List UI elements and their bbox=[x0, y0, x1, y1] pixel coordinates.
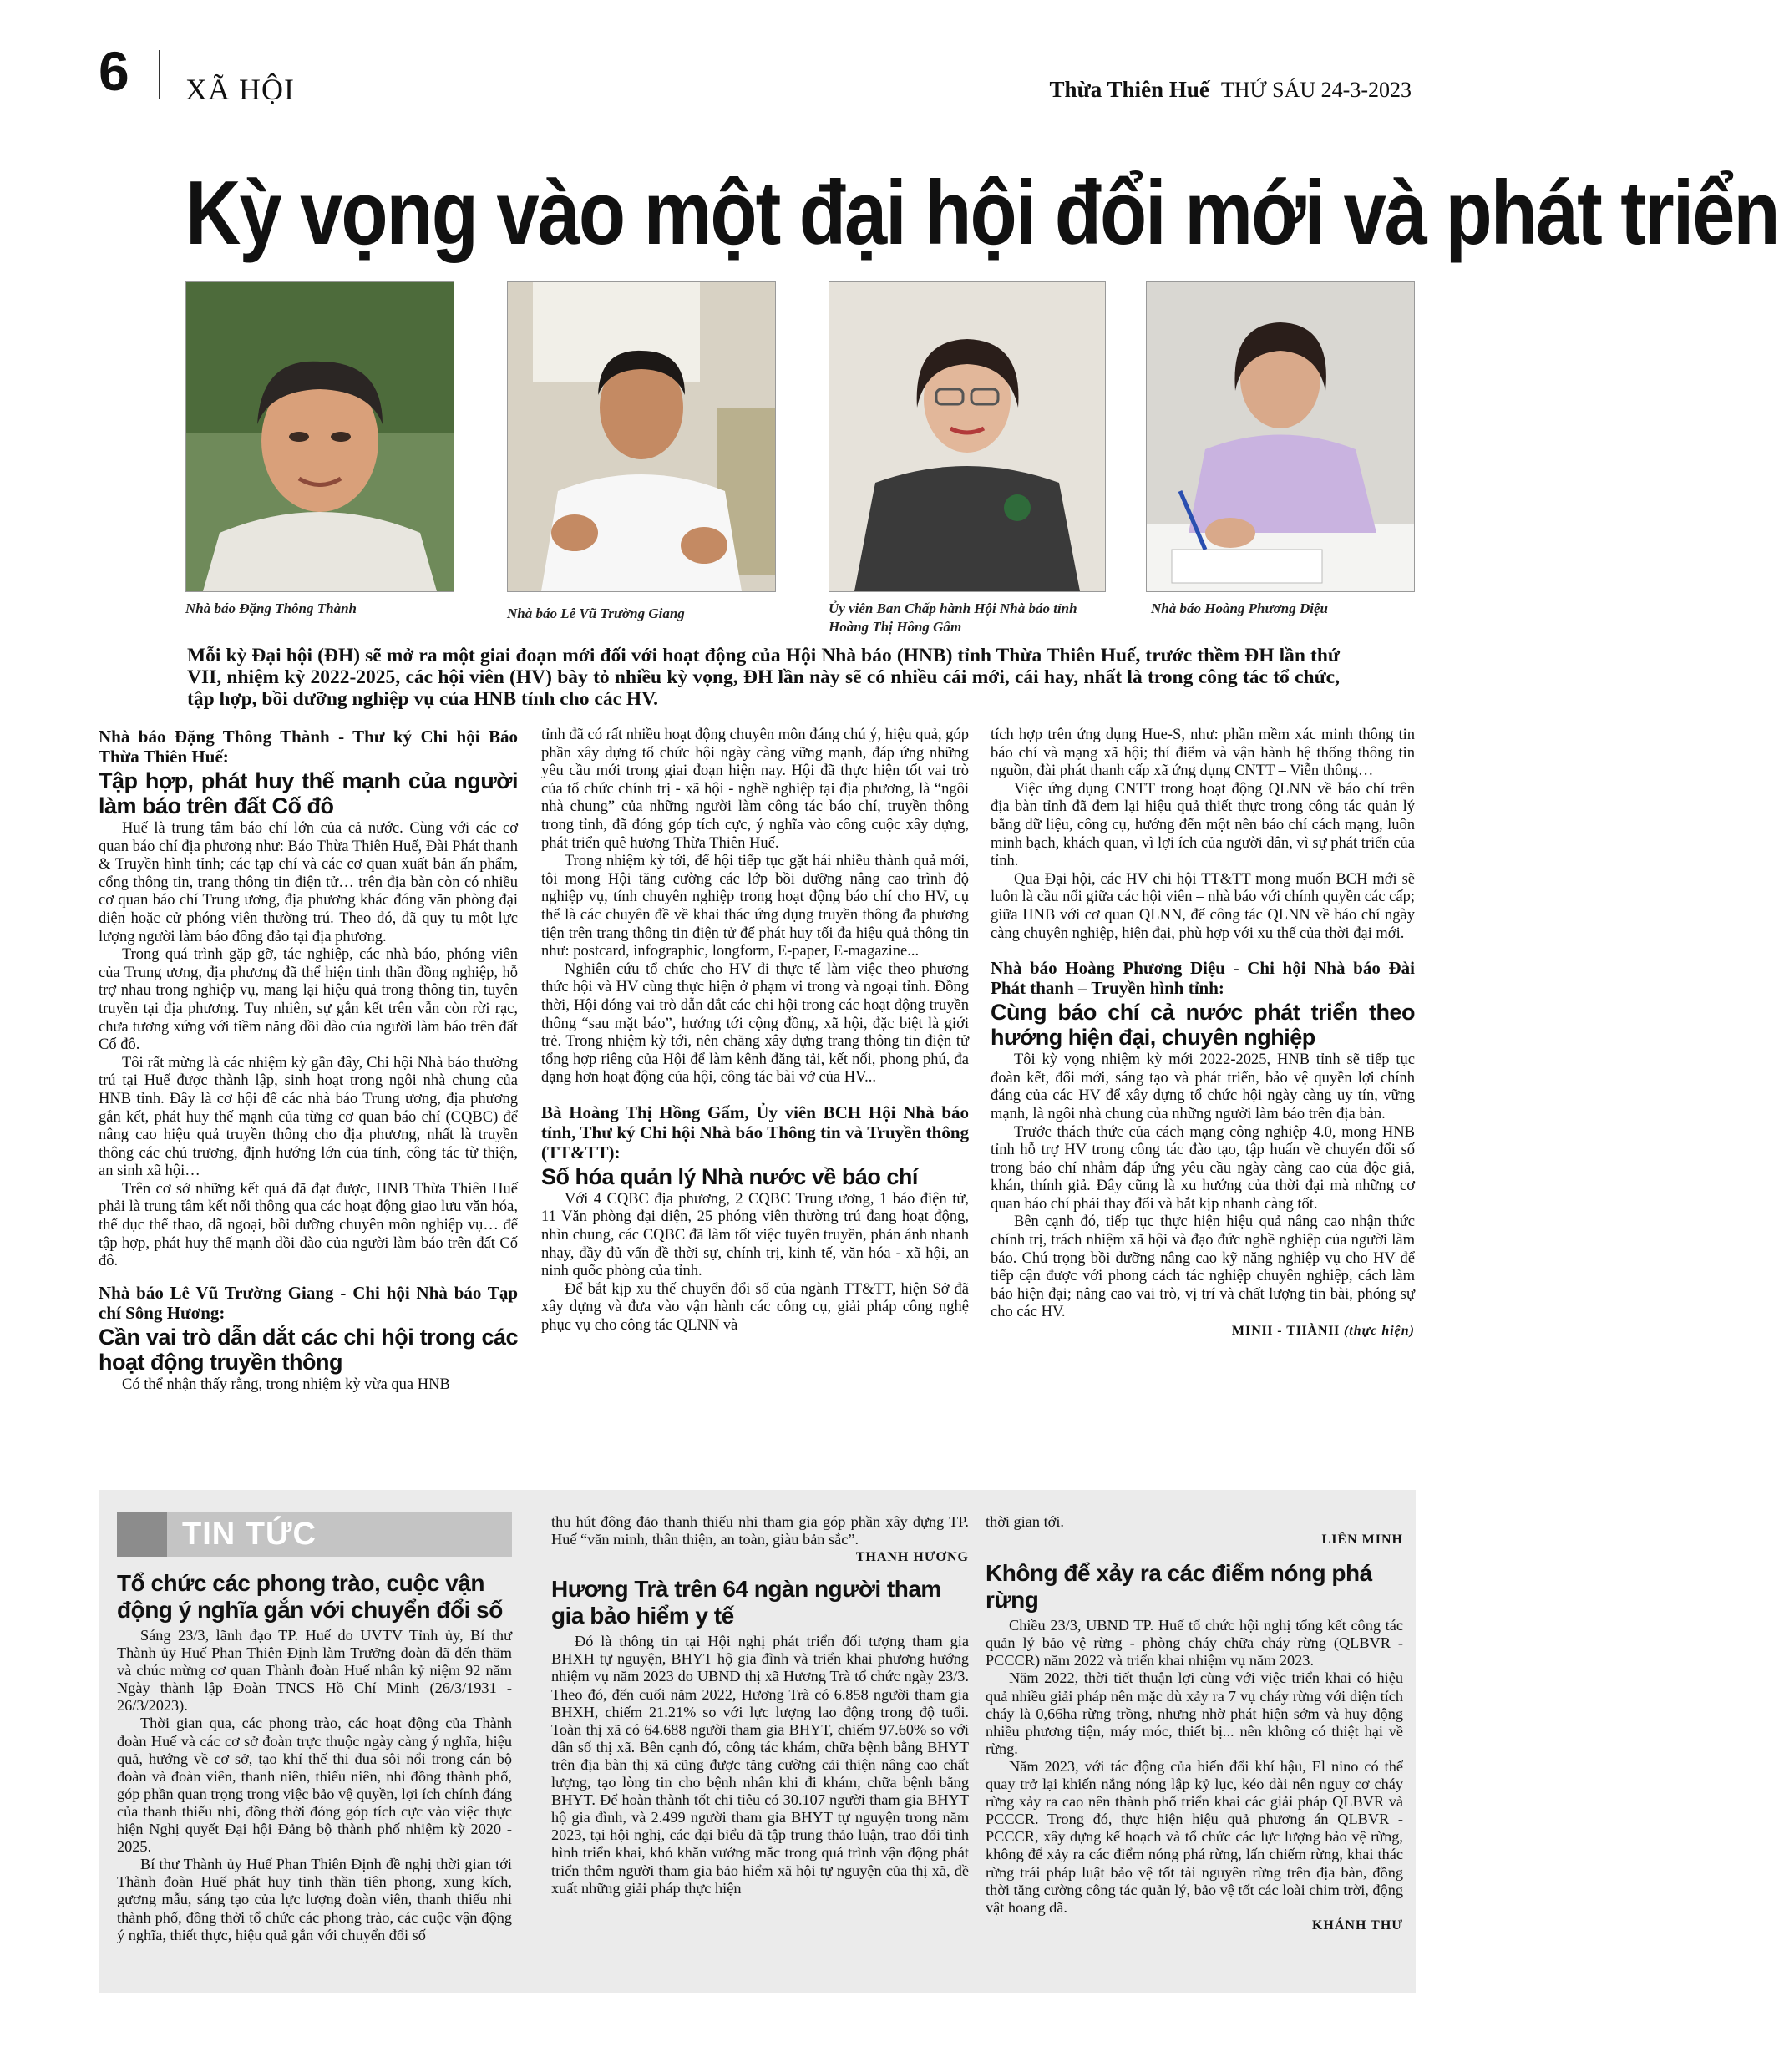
paragraph: Trên cơ sở những kết quả đã đạt được, HNB Thừa Thiên Huế phải là trung tâm kết nối thông qua các hoạt động giao lưu văn hóa, thể dục thể thao, dã ngoại, bồi dưỡng chuyên môn nghiệp vụ… để tập hợp, phát huy thế mạnh dồi dào của người làm báo trên đất Cố đô. bbox=[99, 1180, 518, 1270]
paragraph: thời gian tới. bbox=[986, 1513, 1064, 1530]
paragraph: Nghiên cứu tổ chức cho HV đi thực tế làm việc theo phương thức hội và HV cùng thực hiện ở phạm vi trong và ngoại tỉnh. Đồng thời, Hội đóng vai trò dẫn dắt các chi hội trong các hoạt động truyền thông “sau mặt báo”, hướng tới cộng đồng, xã hội, đặc biệt là giới trẻ. Trong nhiệm kỳ tới, nên chăng xây dựng trang thông tin điện tử tổng hợp riêng của Hội để làm kênh đăng tải, kết nối, phong phú, đa dạng hơn hoạt động của hội, công tác bài vở của HV... bbox=[541, 960, 969, 1087]
article-lead: Mỗi kỳ Đại hội (ĐH) sẽ mở ra một giai đoạn mới đối với hoạt động của Hội Nhà báo (HNB) tỉnh Thừa Thiên Huế, trước thềm ĐH lần thứ VII, nhiệm kỳ 2022-2025, các hội viên (HV) bày tỏ nhiều kỳ vọng, ĐH lần này sẽ có nhiều cái mới, cái hay, nhất là trong công tác tổ chức, tập hợp, bồi dưỡng nghiệp vụ của HNB tỉnh cho các HV. bbox=[187, 645, 1340, 710]
paragraph: Việc ứng dụng CNTT trong hoạt động QLNN về báo chí trên địa bàn tỉnh đã đem lại hiệu quả thiết thực trong công tác quản lý bằng dữ liệu, công cụ, hướng đến một nền báo chí cách mạng, luôn minh bạch, khách quan, vì lợi ích của người dân, vì sự phát triển của tỉnh. bbox=[991, 780, 1415, 870]
paragraph: Để bắt kịp xu thế chuyển đổi số của ngành TT&TT, hiện Sở đã xây dựng và đưa vào vận hành các công cụ, giải pháp công nghệ phục vụ cho công tác QLNN và bbox=[541, 1280, 969, 1335]
article-headline: Kỳ vọng vào một đại hội đổi mới và phát triển bbox=[185, 163, 1779, 264]
news-title-2: Hương Trà trên 64 ngàn người tham gia bảo hiểm y tế bbox=[551, 1576, 941, 1629]
paragraph: Năm 2022, thời tiết thuận lợi cùng với việc triển khai có hiệu quả nhiều giải pháp nên mặc dù xảy ra 7 vụ cháy rừng với diện tích cháy là 0,66ha rừng trồng, nhưng nhờ phát hiện sớm và huy động nhiều phương tiện, máy móc, thiết bị... nên không có thiệt hại về rừng. bbox=[986, 1669, 1403, 1757]
paragraph: Trong quá trình gặp gỡ, tác nghiệp, các nhà báo, phóng viên của Trung ương, địa phương đã thể hiện tinh thần đồng nghiệp, hỗ trợ nhau trong nghiệp vụ, mang lại hiệu quả trong thông tin, tuyên truyền tại địa phương. Tuy nhiên, sự gắn kết trên vẫn còn rời rạc, chưa tương xứng với tiềm năng dồi dào của người làm báo trên đất Cố đô. bbox=[99, 946, 518, 1054]
paragraph: Tôi rất mừng là các nhiệm kỳ gần đây, Chi hội Nhà báo thường trú tại Huế được thành lập, sinh hoạt trong ngôi nhà chung của HNB tỉnh. Đây là cơ hội để các nhà báo Trung ương, địa phương gắn kết, phát huy thế mạnh của từng cơ quan báo chí (CQBC) để nâng cao hiệu quả truyền thông cho địa phương, nhất là truyền thông các chủ trương, định hướng lớn của tỉnh, công tác từ thiện, an sinh xã hội… bbox=[99, 1054, 518, 1180]
news-title-1: Tổ chức các phong trào, cuộc vận động ý nghĩa gắn với chuyển đổi số bbox=[117, 1570, 503, 1623]
portrait-photo-4 bbox=[1146, 281, 1415, 592]
news-body-2-continued bbox=[986, 1513, 1403, 1548]
paragraph: Có thể nhận thấy rằng, trong nhiệm kỳ vừa qua HNB bbox=[122, 1375, 450, 1393]
subheading-3: Số hóa quản lý Nhà nước về báo chí bbox=[541, 1163, 918, 1189]
news-body-2 bbox=[551, 1633, 969, 1897]
paragraph: Tôi kỳ vọng nhiệm kỳ mới 2022-2025, HNB tỉnh sẽ tiếp tục đoàn kết, đổi mới, sáng tạo và phát triển, bảo vệ quyền lợi chính đáng của các HV để xây dựng tổ chức hội ngày càng uy tín, vững mạnh, là ngôi nhà chung của những người làm báo trên địa bàn. bbox=[991, 1051, 1415, 1122]
paragraph: Chiều 23/3, UBND TP. Huế tổ chức hội nghị tổng kết công tác quản lý bảo vệ rừng - phòng cháy chữa cháy rừng (QLBVR - PCCCR) năm 2022 và triển khai nhiệm vụ năm 2023. bbox=[986, 1617, 1403, 1669]
paragraph: Bí thư Thành ủy Huế Phan Thiên Định đề nghị thời gian tới Thành đoàn Huế phát huy tinh thần tiên phong, xung kích, gương mẫu, sáng tạo của lực lượng đoàn viên, thanh thiếu nhi thành phố, đồng thời tổ chức các phong trào, các cuộc vận động ý nghĩa, thiết thực, hiệu quả gắn với chuyển đổi số bbox=[117, 1856, 512, 1943]
subheading-4: Cùng báo chí cả nước phát triển theo hướng hiện đại, chuyên nghiệp bbox=[991, 1000, 1415, 1051]
news-author-2: LIÊN MINH bbox=[1321, 1532, 1403, 1548]
issue-date: THỨ SÁU 24-3-2023 bbox=[1220, 78, 1412, 102]
section-label: XÃ HỘI bbox=[185, 73, 295, 106]
paragraph: Đó là thông tin tại Hội nghị phát triển đối tượng tham gia BHXH tự nguyện, BHYT hộ gia đình và triển khai phương hướng nhiệm vụ năm 2023 do UBND thị xã Hương Trà tổ chức ngày 23/3. Theo đó, đến cuối năm 2022, Hương Trà có 6.858 người tham gia BHXH, chiếm 21.21% so với lực lượng lao động trong độ tuổi. Toàn thị xã có 64.688 người tham gia BHYT, chiếm 97.60% so với dân số thị xã. Bên cạnh đó, công tác khám, chữa bệnh bằng BHYT trên địa bàn thị xã cũng được tăng cường cải thiện nâng cao chất lượng, tạo lòng tin cho bệnh nhân khi đi khám, chữa bệnh bằng BHYT. Để hoàn thành tốt chỉ tiêu có 30.107 người tham gia BHYT hộ gia đình, và 2.499 người tham gia BHYT tự nguyện trong năm 2023, tại hội nghị, các đại biểu đã tập trung thảo luận, trao đổi tình hình triển khai, khó khăn vướng mắc trong quá trình vận động phát triển thêm người tham gia bảo hiểm xã hội tự nguyện của thị xã, đề xuất những giải pháp thực hiện bbox=[551, 1633, 969, 1897]
paragraph: Qua Đại hội, các HV chi hội TT&TT mong muốn BCH mới sẽ luôn là cầu nối giữa các hội viên – nhà báo với chính quyền các cấp; giữa HNB với cơ quan QLNN, để công tác QLNN về báo chí ngày càng chuyên nghiệp, hiện đại, phù hợp với xu thế của thời đại mới. bbox=[991, 870, 1415, 942]
photo-caption-3: Ủy viên Ban Chấp hành Hội Nhà báo tỉnh Hoàng Thị Hồng Gấm bbox=[829, 600, 1077, 635]
news-author-3: KHÁNH THƯ bbox=[1311, 1917, 1403, 1933]
article-author bbox=[991, 1322, 1415, 1340]
news-body-3 bbox=[986, 1617, 1403, 1934]
article-column-1 bbox=[99, 727, 518, 1394]
interviewee-byline-4: Nhà báo Hoàng Phương Diệu - Chi hội Nhà báo Đài Phát thanh – Truyền hình tỉnh: bbox=[991, 958, 1415, 999]
article-column-3 bbox=[991, 727, 1415, 1340]
news-body-1-continued bbox=[551, 1513, 969, 1566]
portrait-image-4 bbox=[1147, 282, 1414, 591]
news-body-1 bbox=[117, 1627, 512, 1944]
photo-caption-1: Nhà báo Đặng Thông Thành bbox=[185, 600, 357, 616]
paragraph: Trong nhiệm kỳ tới, để hội tiếp tục gặt hái nhiều thành quả mới, tôi mong Hội tăng cường các lớp bồi dưỡng nâng cao trình độ nghiệp vụ, tính chuyên nghiệp trong hoạt động báo chí cho HV, cụ thể là các chuyên đề về khai thác ứng dụng truyền thông đa phương tiện trên trang thông tin điện tử để phát huy tối đa hiệu quả thông tin như: postcard, infographic, longform, E-paper, E-magazine... bbox=[541, 853, 969, 960]
paragraph: Huế là trung tâm báo chí lớn của cả nước. Cùng với các cơ quan báo chí địa phương như: Báo Thừa Thiên Huế, Đài Phát thanh & Truyền hình tỉnh; các tạp chí và các cơ quan xuất bản ấn phẩm, cổng thông tin, trang thông tin điện tử… trên địa bàn còn có nhiều cơ quan báo chí Trung ương, địa phương khác đóng văn phòng đại diện hoặc cử phóng viên thường trú. Theo đó, đã quy tụ một lực lượng người làm báo đông đảo tại địa phương. bbox=[99, 820, 518, 945]
news-label-stripe bbox=[117, 1512, 167, 1557]
portrait-photo-3 bbox=[829, 281, 1106, 592]
news-author-1: THANH HƯƠNG bbox=[855, 1550, 969, 1565]
interviewee-byline-1: Nhà báo Đặng Thông Thành - Thư ký Chi hội Báo Thừa Thiên Huế: bbox=[99, 727, 518, 767]
paragraph: Thời gian qua, các phong trào, các hoạt động của Thành đoàn Huế và các cơ sở đoàn trực thuộc ngày càng ý nghĩa, hiệu quả, hướng về cơ sở, tạo khí thế thi đua sôi nổi trong cán bộ đoàn và đoàn viên, thanh niên, thiếu niên, nhi đồng thành phố, góp phần quan trọng trong việc bảo vệ quyền, lợi ích chính đáng của thanh thiếu nhi, đồng thời đóng góp tích cực vào việc thực hiện Nghị quyết Đại hội Đảng bộ thành phố nhiệm kỳ 2020 - 2025. bbox=[117, 1715, 512, 1856]
article-column-2 bbox=[541, 727, 969, 1335]
author-names: MINH - THÀNH bbox=[1231, 1324, 1340, 1339]
paragraph: Trước thách thức của cách mạng công nghiệp 4.0, mong HNB tỉnh hỗ trợ HV trong công tác đào tạo, tập huấn về chuyển đổi số trong báo chí nhằm đáp ứng yêu cầu ngày càng cao của độc giả, khán, thính giả. Đây cũng là xu hướng của thời đại mà những cơ quan báo chí phải thay đổi và bắt kịp nhanh càng tốt. bbox=[991, 1123, 1415, 1213]
masthead bbox=[1050, 77, 1412, 103]
portrait-photo-1 bbox=[185, 281, 454, 592]
interviewee-byline-3: Bà Hoàng Thị Hồng Gấm, Ủy viên BCH Hội Nhà báo tỉnh, Thư ký Chi hội Nhà báo Thông tin và Truyền thông (TT&TT): bbox=[541, 1102, 969, 1163]
news-item-1 bbox=[117, 1570, 512, 1944]
subheading-1: Tập hợp, phát huy thế mạnh của người làm báo trên đất Cố đô bbox=[99, 768, 518, 818]
header-divider bbox=[159, 50, 160, 99]
paragraph: Bên cạnh đó, tiếp tục thực hiện hiệu quả nâng cao nhận thức chính trị, trách nhiệm xã hội và đạo đức nghề nghiệp của người làm báo. Chú trọng bồi dưỡng nâng cao kỹ năng nghiệp vụ cho HV để tiếp cận được với phong cách tác nghiệp chuyên nghiệp, cách làm báo hiện đại; nâng cao vai trò, vị trí và chất lượng tin bài, phóng sự cho các HV. bbox=[991, 1213, 1415, 1321]
subheading-2: Cần vai trò dẫn dắt các chi hội trong các hoạt động truyền thông bbox=[99, 1324, 518, 1375]
photo-caption-2: Nhà báo Lê Vũ Trường Giang bbox=[507, 605, 685, 621]
paragraph: tỉnh đã có rất nhiều hoạt động chuyên môn đáng chú ý, hiệu quả, góp phần xây dựng tổ chức hội ngày càng vững mạnh, đáp ứng những yêu cầu mới trong giai đoạn hiện nay. Hội đã thực hiện tốt vai trò của tổ chức chính trị - xã hội - nghề nghiệp tại địa phương, là “ngôi nhà chung” của những người làm công tác báo chí, truyền thông trong tỉnh, đã đóng góp tích cực, ý nghĩa vào công cuộc xây dựng, phát triển quê hương Thừa Thiên Huế. bbox=[541, 727, 969, 852]
author-note: (thực hiện) bbox=[1343, 1324, 1415, 1339]
paragraph: tích hợp trên ứng dụng Hue-S, như: phần mềm xác minh thông tin báo chí và mạng xã hội; thí điểm và vận hành hệ thống thông tin nguồn, đài phát thanh cấp xã ứng dụng CNTT – Viễn thông… bbox=[991, 727, 1415, 780]
masthead-title: Thừa Thiên Huế bbox=[1049, 77, 1209, 102]
news-title-3: Không để xảy ra các điểm nóng phá rừng bbox=[986, 1560, 1372, 1614]
portrait-image-2 bbox=[508, 282, 775, 591]
news-item-2 bbox=[551, 1513, 969, 1897]
portrait-image-1 bbox=[186, 282, 454, 591]
news-item-3 bbox=[986, 1513, 1403, 1934]
interviewee-byline-2: Nhà báo Lê Vũ Trường Giang - Chi hội Nhà báo Tạp chí Sông Hương: bbox=[99, 1282, 518, 1323]
paragraph: Năm 2023, với tác động của biến đổi khí hậu, El nino có thể quay trở lại khiến nắng nóng lập kỷ lục, kéo dài nên nguy cơ cháy rừng xảy ra cao nên thành phố triển khai các giải pháp QLBVR và PCCCR. Trong đó, thực hiện hiệu quả phương án QLBVR - PCCCR, xây dựng kế hoạch và tổ chức các lực lượng bảo vệ rừng, không để xảy ra các điểm nóng phá rừng, lấn chiếm rừng, khai thác rừng trái pháp luật bảo vệ tốt tài nguyên rừng trên địa bàn, đồng thời tăng cường công tác quản lý, bảo vệ tốt các loài chim trời, động vật hoang dã. bbox=[986, 1757, 1403, 1916]
paragraph: Với 4 CQBC địa phương, 2 CQBC Trung ương, 1 báo điện tử, 11 Văn phòng đại diện, 25 phóng viên thường trú đang hoạt động, nhìn chung, các CQBC đã làm tốt việc tuyên truyền, phản ánh nhanh nhạy, đầy đủ vấn đề thời sự, chính trị, kinh tế, văn hóa - xã hội, an ninh quốc phòng của tỉnh. bbox=[541, 1190, 969, 1280]
paragraph: Sáng 23/3, lãnh đạo TP. Huế do UVTV Tỉnh ủy, Bí thư Thành ủy Huế Phan Thiên Định làm Trưởng đoàn đã đến thăm và chúc mừng cơ quan Thành đoàn Huế nhân kỷ niệm 92 năm Ngày thành lập Đoàn TNCS Hồ Chí Minh (26/3/1931 - 26/3/2023). bbox=[117, 1627, 512, 1715]
portrait-image-3 bbox=[829, 282, 1105, 591]
news-label: TIN TỨC bbox=[182, 1517, 317, 1552]
paragraph: thu hút đông đảo thanh thiếu nhi tham gia góp phần xây dựng TP. Huế “văn minh, thân thiện, an toàn, giàu bản sắc”. bbox=[551, 1513, 969, 1548]
photo-caption-4: Nhà báo Hoàng Phương Diệu bbox=[1151, 600, 1329, 616]
page-number: 6 bbox=[99, 40, 129, 102]
portrait-photo-2 bbox=[507, 281, 776, 592]
